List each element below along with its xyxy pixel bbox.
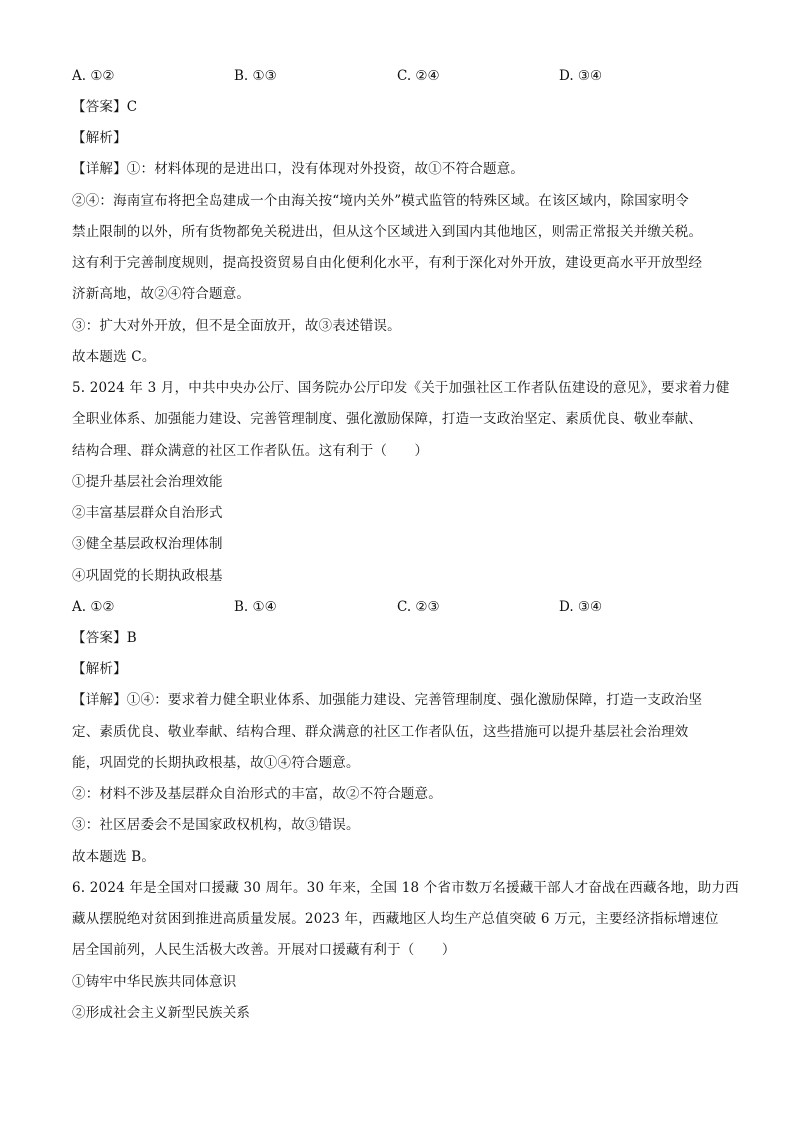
q5-detail-line: 能，巩固党的长期执政根基，故①④符合题意。 [72, 755, 360, 771]
q5-option-a: A. ①② [72, 599, 115, 615]
q4-option-d: D. ③④ [559, 68, 603, 84]
q4-options [72, 66, 732, 86]
q6-item: ②形成社会主义新型民族关系 [72, 1005, 251, 1021]
q5-item: ①提升基层社会治理效能 [72, 474, 223, 490]
q4-detail-line: 济新高地，故②④符合题意。 [72, 286, 251, 302]
q5-options [72, 597, 732, 617]
q5-stem-line: 5. 2024 年 3 月，中共中央办公厅、国务院办公厅印发《关于加强社区工作者队伍建设的意见》，要求着力健 [72, 380, 730, 396]
q6-stem-line: 藏从摆脱绝对贫困到推进高质量发展。2023 年，西藏地区人均生产总值突破 6 万元，主要经济指标增速位 [72, 911, 719, 927]
q4-detail-line: 这有利于完善制度规则，提高投资贸易自由化便利化水平，有利于深化对外开放，建设更高水平开放型经 [72, 255, 703, 271]
q4-option-c: C. ②④ [397, 68, 440, 84]
q5-item: ③健全基层政权治理体制 [72, 536, 223, 552]
q4-answer: 【答案】C [72, 99, 138, 115]
q5-stem-line: 结构合理、群众满意的社区工作者队伍。这有利于（ ） [72, 443, 429, 459]
q5-answer: 【答案】B [72, 630, 137, 646]
q6-stem-line: 6. 2024 年是全国对口援藏 30 周年。30 年来，全国 18 个省市数万名援藏干部人才奋战在西藏各地，助力西 [72, 880, 739, 896]
q4-option-b: B. ①③ [234, 68, 277, 84]
q5-detail-line: 【详解】①④：要求着力健全职业体系、加强能力建设、完善管理制度、强化激励保障，打造一支政治坚 [72, 692, 703, 708]
q5-item: ②丰富基层群众自治形式 [72, 505, 223, 521]
q5-option-b: B. ①④ [234, 599, 277, 615]
q6-stem-line: 居全国前列，人民生活极大改善。开展对口援藏有利于（ ） [72, 942, 456, 958]
q5-stem-line: 全职业体系、加强能力建设、完善管理制度、强化激励保障，打造一支政治坚定、素质优良、敬业奉献、 [72, 411, 703, 427]
q6-item: ①铸牢中华民族共同体意识 [72, 974, 237, 990]
q4-detail-line: ②④：海南宣布将把全岛建成一个由海关按“境内关外”模式监管的特殊区域。在该区域内，除国家明令 [72, 193, 690, 209]
q4-option-a: A. ①② [72, 68, 115, 84]
q4-conclusion: 故本题选 C。 [72, 349, 156, 365]
q4-detail-line: ③：扩大对外开放，但不是全面放开，故③表述错误。 [72, 318, 401, 334]
q5-conclusion: 故本题选 B。 [72, 849, 156, 865]
q5-option-c: C. ②③ [397, 599, 440, 615]
q5-detail-line: 定、素质优良、敬业奉献、结构合理、群众满意的社区工作者队伍，这些措施可以提升基层社会治理效 [72, 724, 689, 740]
q4-detail-line: 禁止限制的以外，所有货物都免关税进出，但从这个区域进入到国内其他地区，则需正常报关并缴关税。 [72, 224, 703, 240]
q5-detail-line: ②：材料不涉及基层群众自治形式的丰富，故②不符合题意。 [72, 786, 442, 802]
q5-detail-line: ③：社区居委会不是国家政权机构，故③错误。 [72, 817, 360, 833]
q5-analysis-heading: 【解析】 [72, 661, 127, 677]
q4-analysis-heading: 【解析】 [72, 130, 127, 146]
q5-option-d: D. ③④ [559, 599, 603, 615]
q4-detail-line: 【详解】①：材料体现的是进出口，没有体现对外投资，故①不符合题意。 [72, 161, 525, 177]
q5-item: ④巩固党的长期执政根基 [72, 568, 223, 584]
